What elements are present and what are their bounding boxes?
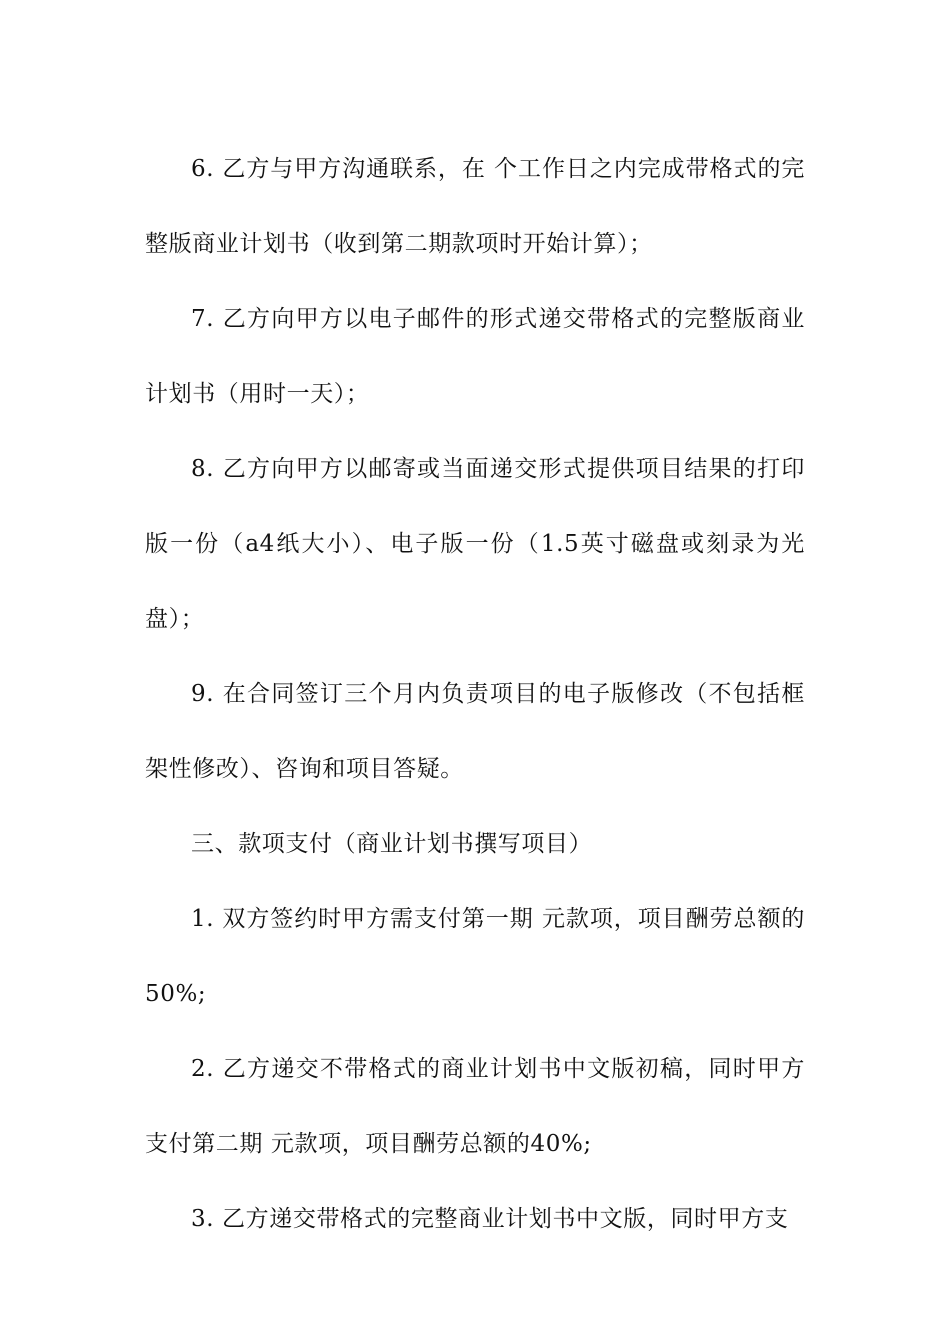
paragraph-item-9: 9. 在合同签订三个月内负责项目的电子版修改（不包括框架性修改）、咨询和项目答疑。: [145, 681, 805, 782]
payment-item-3: 3. 乙方递交带格式的完整商业计划书中文版，同时甲方支: [191, 1206, 789, 1232]
payment-item-1: 1. 双方签约时甲方需支付第一期 元款项，项目酬劳总额的50%;: [145, 906, 805, 1007]
payment-item-2: 2. 乙方递交不带格式的商业计划书中文版初稿，同时甲方支付第二期 元款项，项目酬劳总额的40%;: [145, 1056, 805, 1157]
document-body: [145, 132, 805, 1257]
paragraph-item-7: 7. 乙方向甲方以电子邮件的形式递交带格式的完整版商业计划书（用时一天）；: [145, 306, 805, 407]
paragraph-item-6: 6. 乙方与甲方沟通联系，在 个工作日之内完成带格式的完整版商业计划书（收到第二期款项时开始计算）；: [145, 156, 805, 257]
paragraph-item-8: 8. 乙方向甲方以邮寄或当面递交形式提供项目结果的打印版一份（a4纸大小）、电子版一份（1.5英寸磁盘或刻录为光盘）；: [145, 456, 805, 632]
section-heading-payment: 三、款项支付（商业计划书撰写项目）: [191, 831, 593, 857]
